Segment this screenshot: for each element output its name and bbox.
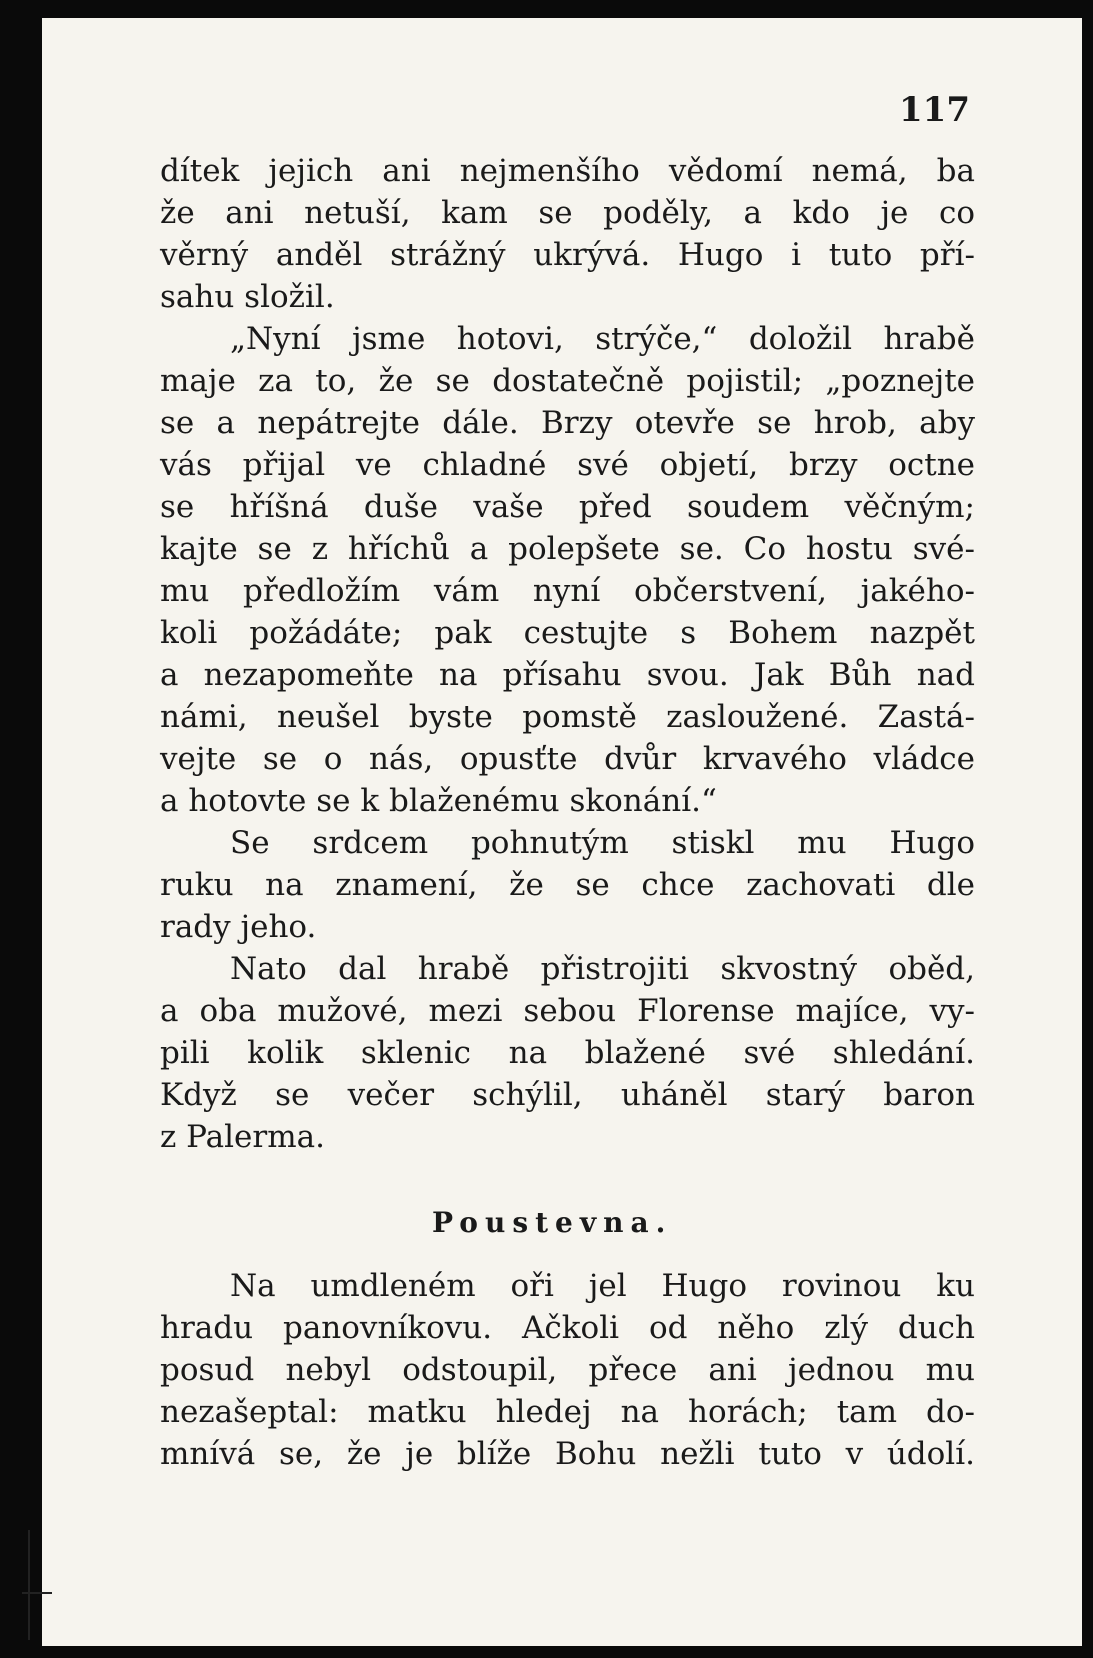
text-line: „Nyní jsme hotovi, strýče,“ doložil hrabě — [230, 321, 975, 357]
section-heading: Poustevna. — [432, 1206, 673, 1239]
text-line: vejte se o nás, opusťte dvůr krvavého vládce — [160, 741, 975, 777]
binding-tick — [22, 1592, 52, 1594]
text-line: mu předložím vám nyní občerstvení, jakého- — [160, 573, 975, 609]
text-line: pili kolik sklenic na blažené své shledání. — [160, 1035, 975, 1071]
text-line: a hotovte se k blaženému skonání.“ — [160, 783, 717, 819]
text-line: nezašeptal: matku hledej na horách; tam do- — [160, 1394, 975, 1430]
text-line: kajte se z hříchů a polepšete se. Co hostu své- — [160, 531, 975, 567]
text-line: a nezapomeňte na přísahu svou. Jak Bůh nad — [160, 657, 975, 693]
binding-line — [28, 1530, 30, 1640]
text-line: rady jeho. — [160, 909, 317, 945]
text-line: sahu složil. — [160, 279, 335, 315]
text-line: a oba mužové, mezi sebou Florense majíce, vy- — [160, 993, 975, 1029]
text-line: posud nebyl odstoupil, přece ani jednou mu — [160, 1352, 975, 1388]
text-line: dítek jejich ani nejmenšího vědomí nemá, ba — [160, 153, 975, 189]
text-line: že ani netuší, kam se poděly, a kdo je co — [160, 195, 975, 231]
body-text-block-1 — [160, 150, 975, 1158]
body-text-block-2 — [160, 1265, 975, 1475]
text-line: Na umdleném oři jel Hugo rovinou ku — [230, 1268, 975, 1304]
text-line: z Palerma. — [160, 1119, 325, 1155]
text-line: se hříšná duše vaše před soudem věčným; — [160, 489, 975, 525]
text-line: Se srdcem pohnutým stiskl mu Hugo — [230, 825, 975, 861]
text-line: námi, neušel byste pomstě zasloužené. Zastá- — [160, 699, 975, 735]
text-line: maje za to, že se dostatečně pojistil; „poznejte — [160, 363, 975, 399]
text-line: Nato dal hrabě přistrojiti skvostný oběd, — [230, 951, 975, 987]
text-line: vás přijal ve chladné své objetí, brzy octne — [160, 447, 975, 483]
text-line: se a nepátrejte dále. Brzy otevře se hrob, aby — [160, 405, 975, 441]
text-line: ruku na znamení, že se chce zachovati dle — [160, 867, 975, 903]
page-number: 117 — [899, 90, 970, 130]
text-line: hradu panovníkovu. Ačkoli od něho zlý duch — [160, 1310, 975, 1346]
text-line: koli požádáte; pak cestujte s Bohem nazpět — [160, 615, 975, 651]
text-line: mnívá se, že je blíže Bohu nežli tuto v údolí. — [160, 1436, 975, 1472]
text-line: Když se večer schýlil, uháněl starý baron — [160, 1077, 975, 1113]
text-line: věrný anděl strážný ukrývá. Hugo i tuto pří- — [160, 237, 975, 273]
